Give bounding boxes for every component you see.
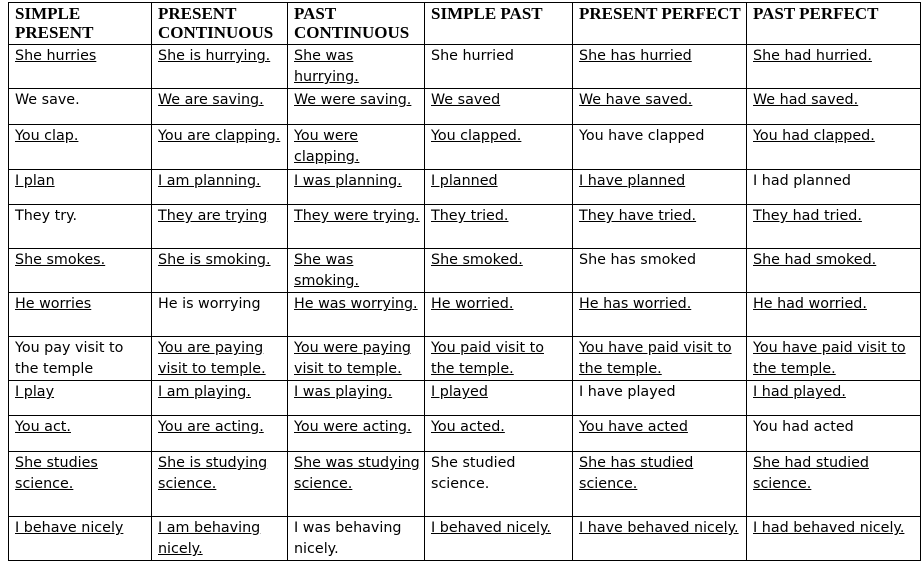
table-cell: She hurried (425, 45, 573, 89)
table-cell: You clapped. (425, 125, 573, 170)
table-row (9, 45, 921, 89)
table-cell: He is worrying (152, 293, 288, 337)
table-row (9, 517, 921, 561)
table-cell: I am behaving nicely. (152, 517, 288, 561)
header-present-continuous: PRESENT CONTINUOUS (152, 3, 288, 45)
table-cell: She has hurried (573, 45, 747, 89)
table-cell: I behave nicely (9, 517, 152, 561)
table-cell: She had hurried. (747, 45, 921, 89)
table-cell: She had smoked. (747, 249, 921, 293)
table-cell: You clap. (9, 125, 152, 170)
table-cell: You act. (9, 416, 152, 452)
table-cell: They had tried. (747, 205, 921, 249)
table-cell: I was planning. (288, 170, 425, 205)
table-cell: I was behaving nicely. (288, 517, 425, 561)
table-row (9, 381, 921, 416)
table-row (9, 416, 921, 452)
table-cell: We saved (425, 89, 573, 125)
table-cell: She has smoked (573, 249, 747, 293)
tense-table (8, 2, 921, 561)
table-cell: You were clapping. (288, 125, 425, 170)
table-cell: We were saving. (288, 89, 425, 125)
table-cell: I have behaved nicely. (573, 517, 747, 561)
table-row (9, 293, 921, 337)
table-cell: She is hurrying. (152, 45, 288, 89)
table-cell: We had saved. (747, 89, 921, 125)
table-cell: I had played. (747, 381, 921, 416)
table-header (9, 3, 921, 45)
table-cell: I had behaved nicely. (747, 517, 921, 561)
table-cell: We save. (9, 89, 152, 125)
table-cell: We are saving. (152, 89, 288, 125)
table-cell: You are paying visit to temple. (152, 337, 288, 381)
table-cell: I played (425, 381, 573, 416)
table-cell: I have planned (573, 170, 747, 205)
table-cell: You are clapping. (152, 125, 288, 170)
header-simple-present: SIMPLE PRESENT (9, 3, 152, 45)
table-row (9, 452, 921, 517)
header-present-perfect: PRESENT PERFECT (573, 3, 747, 45)
table-row (9, 125, 921, 170)
table-row (9, 337, 921, 381)
table-cell: He worries (9, 293, 152, 337)
table-cell: He had worried. (747, 293, 921, 337)
table-cell: You were paying visit to temple. (288, 337, 425, 381)
table-row (9, 89, 921, 125)
header-past-perfect: PAST PERFECT (747, 3, 921, 45)
table-cell: You pay visit to the temple (9, 337, 152, 381)
table-cell: You paid visit to the temple. (425, 337, 573, 381)
table-cell: She studies science. (9, 452, 152, 517)
table-cell: You had acted (747, 416, 921, 452)
table-cell: He has worried. (573, 293, 747, 337)
table-cell: We have saved. (573, 89, 747, 125)
table-cell: You have acted (573, 416, 747, 452)
table-cell: She studied science. (425, 452, 573, 517)
table-cell: I behaved nicely. (425, 517, 573, 561)
table-cell: She is studying science. (152, 452, 288, 517)
table-body (9, 45, 921, 561)
table-cell: You are acting. (152, 416, 288, 452)
table-cell: I play (9, 381, 152, 416)
table-cell: You had clapped. (747, 125, 921, 170)
table-cell: I am planning. (152, 170, 288, 205)
table-cell: I was playing. (288, 381, 425, 416)
table-cell: She hurries (9, 45, 152, 89)
table-cell: She has studied science. (573, 452, 747, 517)
table-cell: I have played (573, 381, 747, 416)
table-row (9, 249, 921, 293)
table-row (9, 170, 921, 205)
table-cell: You have paid visit to the temple. (747, 337, 921, 381)
table-cell: You acted. (425, 416, 573, 452)
table-cell: She smokes. (9, 249, 152, 293)
header-row (9, 3, 921, 45)
table-cell: I planned (425, 170, 573, 205)
table-cell: She was studying science. (288, 452, 425, 517)
table-cell: You have clapped (573, 125, 747, 170)
table-cell: She was smoking. (288, 249, 425, 293)
table-cell: She was hurrying. (288, 45, 425, 89)
header-simple-past: SIMPLE PAST (425, 3, 573, 45)
table-cell: She had studied science. (747, 452, 921, 517)
table-cell: They try. (9, 205, 152, 249)
table-cell: You were acting. (288, 416, 425, 452)
table-cell: I am playing. (152, 381, 288, 416)
table-cell: She is smoking. (152, 249, 288, 293)
table-cell: I plan (9, 170, 152, 205)
table-cell: He was worrying. (288, 293, 425, 337)
table-row (9, 205, 921, 249)
header-past-continuous: PAST CONTINUOUS (288, 3, 425, 45)
table-cell: They are trying (152, 205, 288, 249)
table-cell: They have tried. (573, 205, 747, 249)
table-cell: I had planned (747, 170, 921, 205)
table-cell: They tried. (425, 205, 573, 249)
table-cell: You have paid visit to the temple. (573, 337, 747, 381)
table-cell: She smoked. (425, 249, 573, 293)
table-cell: They were trying. (288, 205, 425, 249)
table-cell: He worried. (425, 293, 573, 337)
